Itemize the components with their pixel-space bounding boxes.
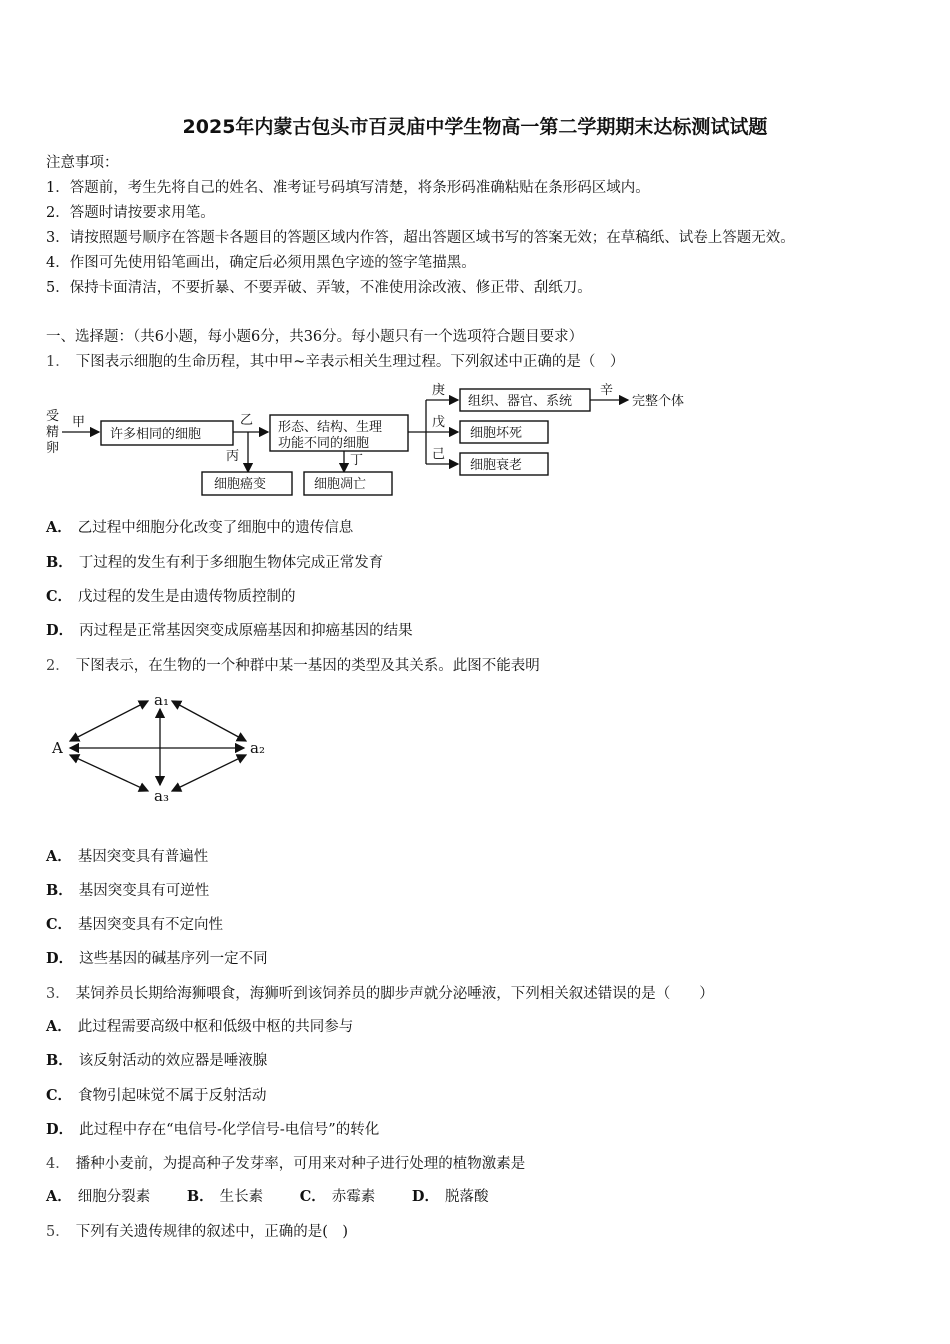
q3-option-c: C． 食物引起味觉不属于反射活动 — [46, 1087, 267, 1104]
question-1-stem — [46, 352, 624, 372]
q4-option-c: C． 赤霉素 — [299, 1188, 376, 1205]
box-diff-text-2: 功能不同的细胞 — [278, 436, 370, 451]
q1-option-d: D． 丙过程是正常基因突变成原癌基因和抑癌基因的结果 — [46, 622, 413, 639]
q2-option-c: C． 基因突变具有不定向性 — [46, 916, 224, 933]
q2-option-d: D． 这些基因的碱基序列一定不同 — [46, 950, 268, 967]
q3-option-d: D． 此过程中存在“电信号-化学信号-电信号”的转化 — [46, 1121, 380, 1138]
arrow-a3-a2 — [172, 755, 246, 791]
question-number: 4． — [46, 1156, 70, 1172]
q4-option-d: D． 脱落酸 — [411, 1188, 489, 1205]
arrow-a1-a2 — [172, 701, 246, 741]
question-3-stem — [46, 984, 714, 1004]
zygote-label: 精 — [46, 425, 60, 440]
box-many-same-cells-text: 许多相同的细胞 — [110, 427, 202, 442]
page-title: 2025年内蒙古包头市百灵庙中学生物高一第二学期期末达标测试试题 — [182, 116, 768, 138]
q4-option-a: A． 细胞分裂素 — [46, 1188, 151, 1205]
question-4-stem — [46, 1154, 525, 1174]
q3-option-a: A． 此过程需要高级中枢和低级中枢的共同参与 — [46, 1018, 354, 1035]
label-wu: 戊 — [432, 415, 446, 430]
box-cancer-text: 细胞癌变 — [214, 477, 267, 492]
label-A: A — [52, 739, 63, 757]
q1-option-b: B． 丁过程的发生有利于多细胞生物体完成正常发育 — [46, 554, 384, 571]
q2-option-a: A． 基因突变具有普遍性 — [46, 848, 209, 865]
label-jia: 甲 — [72, 415, 86, 430]
question-text: 某饲养员长期给海狮喂食，海狮听到该饲养员的脚步声就分泌唾液，下列相关叙述错误的是（ ） — [75, 986, 714, 1002]
q4-option-b: B． 生长素 — [186, 1188, 264, 1205]
box-aging-text: 细胞衰老 — [470, 458, 523, 473]
question-5-stem — [46, 1222, 348, 1242]
label-ji: 己 — [432, 447, 446, 462]
notice-item: 5．保持卡面清洁，不要折暴、不要弄破、弄皱，不准使用涂改液、修正带、刮纸刀。 — [46, 280, 592, 296]
notice-item: 2．答题时请按要求用笔。 — [46, 205, 215, 221]
zygote-label: 受 — [46, 409, 60, 424]
q3-option-b: B． 该反射活动的效应器是唾液腺 — [46, 1052, 268, 1069]
zygote-label: 卵 — [46, 441, 60, 456]
box-necrosis-text: 细胞坏死 — [470, 426, 523, 441]
label-yi: 乙 — [240, 413, 254, 428]
q1-option-a: A． 乙过程中细胞分化改变了细胞中的遗传信息 — [46, 519, 354, 536]
q1-option-c: C． 戊过程的发生是由遗传物质控制的 — [46, 588, 296, 605]
box-organ-text: 组织、器官、系统 — [468, 394, 573, 409]
label-bing: 丙 — [226, 449, 240, 464]
notice-item: 1．答题前，考生先将自己的姓名、准考证号码填写清楚，将条形码准确粘贴在条形码区域内。 — [46, 180, 650, 196]
label-a2: a₂ — [250, 739, 265, 757]
notice-header: 注意事项： — [46, 155, 119, 171]
question-2-stem — [46, 656, 540, 676]
question-text: 下图表示，在生物的一个种群中某一基因的类型及其关系。此图不能表明 — [75, 658, 540, 674]
label-a3: a₃ — [154, 787, 169, 805]
q2-option-b: B． 基因突变具有可逆性 — [46, 882, 210, 899]
label-a1: a₁ — [154, 691, 169, 709]
cell-life-history-diagram — [44, 380, 704, 500]
question-number: 5． — [46, 1224, 70, 1240]
label-geng: 庚 — [432, 383, 446, 398]
question-text: 播种小麦前，为提高种子发芽率，可用来对种子进行处理的植物激素是 — [75, 1156, 526, 1172]
question-text: 下列有关遗传规律的叙述中，正确的是( ) — [75, 1224, 349, 1240]
question-number: 2． — [46, 658, 70, 674]
complete-individual-text: 完整个体 — [632, 394, 685, 409]
arrow-A-a3 — [70, 755, 148, 791]
gene-relationship-diagram — [46, 685, 286, 810]
section-heading: 一、选择题：（共6小题，每小题6分，共36分。每小题只有一个选项符合题目要求） — [46, 329, 584, 345]
arrow-A-a1 — [70, 701, 148, 741]
label-ding: 丁 — [350, 453, 364, 468]
question-text: 下图表示细胞的生命历程，其中甲~辛表示相关生理过程。下列叙述中正确的是（ ） — [75, 354, 625, 370]
box-diff-text-1: 形态、结构、生理 — [278, 420, 383, 435]
question-number: 1． — [46, 354, 70, 370]
box-apoptosis-text: 细胞凋亡 — [314, 477, 367, 492]
notice-item: 4．作图可先使用铅笔画出，确定后必须用黑色字迹的签字笔描黑。 — [46, 255, 476, 271]
q4-options — [46, 1187, 520, 1207]
question-number: 3． — [46, 986, 70, 1002]
label-xin: 辛 — [600, 383, 614, 398]
notice-item: 3．请按照题号顺序在答题卡各题目的答题区域内作答，超出答题区域书写的答案无效；在草稿纸、试卷上答题无效。 — [46, 230, 795, 246]
